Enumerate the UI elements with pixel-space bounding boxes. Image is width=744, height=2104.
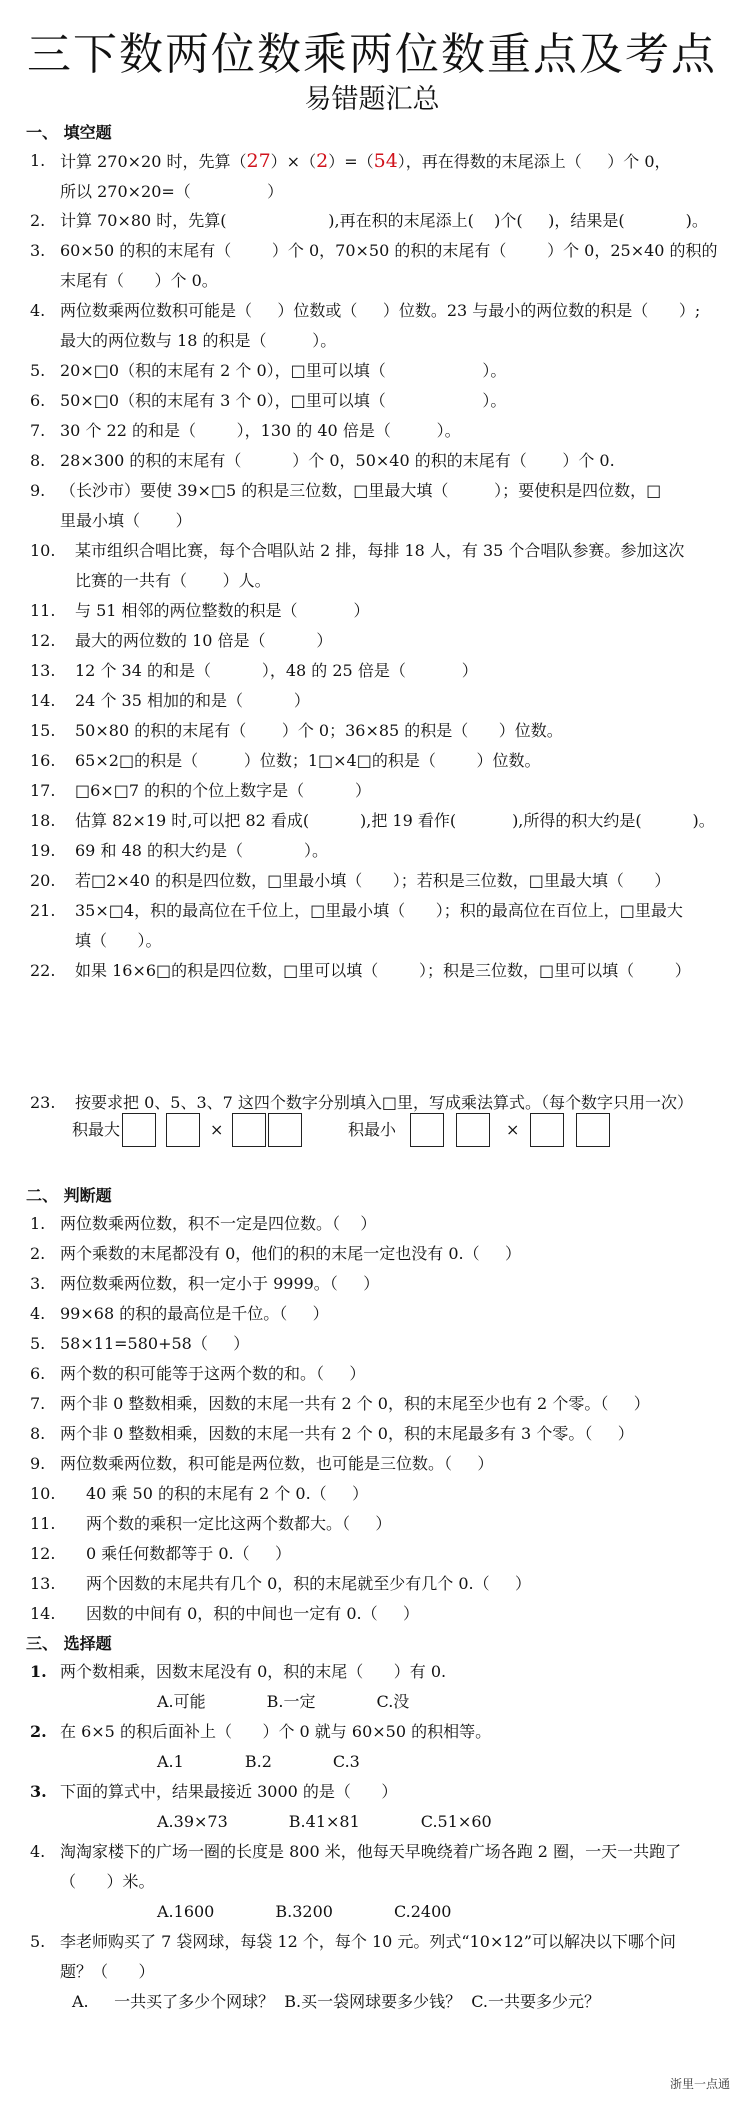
digit-box[interactable]: [576, 1113, 610, 1147]
question-number: 13.: [30, 661, 56, 680]
choice-2: [30, 1717, 730, 1747]
judge-14: [30, 1599, 730, 1629]
question-1: [30, 146, 730, 207]
question-text: 60×50 的积的末尾有（ ）个 0，70×50 的积的末尾有（ ）个 0，25×40 的积的 末尾有（ ）个 0。: [60, 241, 718, 290]
question-13: [30, 656, 730, 686]
question-number: 21.: [30, 901, 56, 920]
digit-box[interactable]: [232, 1113, 266, 1147]
question-text: 两个非 0 整数相乘，因数的末尾一共有 2 个 0，积的末尾至少也有 2 个零。（ ）: [60, 1394, 650, 1413]
judge-12: [30, 1539, 730, 1569]
page-title: 三下数两位数乘两位数重点及考点: [27, 29, 717, 80]
judge-9: [30, 1449, 730, 1479]
choice-options[interactable]: A. 一共买了多少个网球？ B.买一袋网球要多少钱？ C.一共要多少元？: [72, 1992, 601, 2011]
question-number: 10.: [30, 1484, 56, 1503]
question-number: 3.: [30, 1274, 46, 1293]
question-number: 1.: [30, 1662, 47, 1681]
question-text: 0 乘任何数都等于 0.（ ）: [86, 1544, 292, 1563]
question-text: 24 个 35 相加的和是（ ）: [75, 691, 310, 710]
question-number: 6.: [30, 1364, 46, 1383]
question-text: 30 个 22 的和是（ ），130 的 40 倍是（ ）。: [60, 421, 461, 440]
question-text: 估算 82×19 时,可以把 82 看成( ),把 19 看作( ),所得的积大约是( )。: [75, 811, 715, 830]
judge-1: [30, 1209, 730, 1239]
question-text: 淘淘家楼下的广场一圈的长度是 800 米，他每天早晚绕着广场各跑 2 圈，一天一共跑了 （ ）米。: [60, 1842, 682, 1891]
question-number: 8.: [30, 451, 46, 470]
judge-7: [30, 1389, 730, 1419]
judge-4: [30, 1299, 730, 1329]
question-number: 16.: [30, 751, 56, 770]
max-product-label: 积最大: [72, 1120, 121, 1139]
question-text: 李老师购买了 7 袋网球，每袋 12 个，每个 10 元。列式“10×12”可以解决以下哪个问 题？（ ）: [60, 1932, 676, 1981]
question-number: 14.: [30, 691, 56, 710]
question-17: [30, 776, 730, 806]
q1-text-pre: 计算 270×20 时，先算（: [60, 152, 247, 171]
question-text: （长沙市）要使 39×□5 的积是三位数，□里最大填（ ）；要使积是四位数，□ 里最小填（ ）: [60, 481, 662, 530]
judge-5: [30, 1329, 730, 1359]
question-text: [60, 146, 730, 207]
question-text: 计算 70×80 时，先算( ),再在积的末尾添上( )个( )，结果是( )。: [60, 211, 708, 230]
digit-box[interactable]: [530, 1113, 564, 1147]
question-text: 如果 16×6□的积是四位数，□里可以填（ ）；积是三位数，□里可以填（ ）: [75, 961, 691, 980]
question-number: 22.: [30, 961, 56, 980]
choice-options[interactable]: A.可能 B.一定 C.没: [157, 1692, 410, 1711]
question-number: 12.: [30, 631, 56, 650]
times-sign: ×: [506, 1120, 520, 1139]
choice-5: [30, 1927, 730, 1987]
judge-3: [30, 1269, 730, 1299]
section-heading-multiple-choice: 三、 选择题: [26, 1634, 112, 1653]
question-3: [30, 236, 730, 296]
question-number: 7.: [30, 421, 46, 440]
question-text: 50×80 的积的末尾有（ ）个 0；36×85 的积是（ ）位数。: [75, 721, 563, 740]
page-subtitle: 易错题汇总: [304, 84, 440, 115]
judge-13: [30, 1569, 730, 1599]
q1-text-line2: 所以 270×20=（ ）: [60, 182, 284, 201]
question-number: 9.: [30, 1454, 46, 1473]
question-20: [30, 866, 730, 896]
question-number: 11.: [30, 1514, 56, 1533]
question-number: 20.: [30, 871, 56, 890]
question-14: [30, 686, 730, 716]
judge-6: [30, 1359, 730, 1389]
question-text: 65×2□的积是（ ）位数；1□×4□的积是（ ）位数。: [75, 751, 541, 770]
question-text: 99×68 的积的最高位是千位。（ ）: [60, 1304, 329, 1323]
question-10: [30, 536, 730, 596]
question-5: [30, 356, 730, 386]
question-number: 5.: [30, 361, 46, 380]
question-text: 12 个 34 的和是（ ），48 的 25 倍是（ ）: [75, 661, 478, 680]
question-text: 20×□0（积的末尾有 2 个 0），□里可以填（ ）。: [60, 361, 507, 380]
question-9: [30, 476, 730, 536]
question-number: 8.: [30, 1424, 46, 1443]
judge-11: [30, 1509, 730, 1539]
question-text: 与 51 相邻的两位整数的积是（ ）: [75, 601, 370, 620]
question-number: 4.: [30, 1304, 46, 1323]
section-heading-fill-blank: 一、 填空题: [26, 123, 112, 142]
question-text: 两位数乘两位数，积一定小于 9999。（ ）: [60, 1274, 380, 1293]
question-number: 3.: [30, 241, 46, 260]
question-number: 4.: [30, 1842, 46, 1861]
times-sign: ×: [210, 1120, 224, 1139]
question-text: 35×□4，积的最高位在千位上，□里最小填（ ）；积的最高位在百位上，□里最大 填（ ）。: [75, 901, 683, 950]
question-number: 9.: [30, 481, 46, 500]
digit-box[interactable]: [122, 1113, 156, 1147]
question-number: 1.: [30, 1214, 46, 1233]
question-text: 两位数乘两位数，积不一定是四位数。（ ）: [60, 1214, 377, 1233]
q1-text-post: ），再在得数的末尾添上（ ）个 0，: [397, 152, 671, 171]
question-number: 23.: [30, 1093, 56, 1112]
min-product-label: 积最小: [348, 1120, 397, 1139]
question-text: 28×300 的积的末尾有（ ）个 0，50×40 的积的末尾有（ ）个 0.: [60, 451, 615, 470]
question-number: 7.: [30, 1394, 46, 1413]
question-number: 18.: [30, 811, 56, 830]
question-text: 40 乘 50 的积的末尾有 2 个 0.（ ）: [86, 1484, 369, 1503]
question-number: 5.: [30, 1932, 46, 1951]
question-7: [30, 416, 730, 446]
question-number: 12.: [30, 1544, 56, 1563]
question-number: 2.: [30, 1722, 47, 1741]
digit-box[interactable]: [166, 1113, 200, 1147]
footer-brand: 浙里一点通: [669, 2077, 730, 2091]
question-text: 两个因数的末尾共有几个 0，积的末尾就至少有几个 0.（ ）: [86, 1574, 532, 1593]
question-number: 14.: [30, 1604, 56, 1623]
question-number: 13.: [30, 1574, 56, 1593]
question-number: 4.: [30, 301, 46, 320]
question-text: 两个非 0 整数相乘，因数的末尾一共有 2 个 0，积的末尾最多有 3 个零。（ ）: [60, 1424, 634, 1443]
question-11: [30, 596, 730, 626]
question-21: [30, 896, 730, 956]
q1-text-mid2: ）=（: [328, 152, 374, 171]
question-text: 某市组织合唱比赛，每个合唱队站 2 排，每排 18 人，有 35 个合唱队参赛。参加这次 比赛的一共有（ ）人。: [75, 541, 685, 590]
question-text: 两个数的乘积一定比这两个数都大。（ ）: [86, 1514, 392, 1533]
question-number: 6.: [30, 391, 46, 410]
question-text: 在 6×5 的积后面补上（ ）个 0 就与 60×50 的积相等。: [60, 1722, 492, 1741]
answer-54: 54: [373, 150, 398, 172]
question-number: 2.: [30, 1244, 46, 1263]
answer-27: 27: [246, 150, 271, 172]
question-4: [30, 296, 730, 356]
choice-options[interactable]: A.1600 B.3200 C.2400: [157, 1902, 452, 1921]
question-text: 若□2×40 的积是四位数，□里最小填（ ）；若积是三位数，□里最大填（ ）: [75, 871, 671, 890]
question-22: [30, 956, 730, 986]
question-16: [30, 746, 730, 776]
question-number: 17.: [30, 781, 56, 800]
choice-4: [30, 1837, 730, 1897]
question-19: [30, 836, 730, 866]
question-text: 两个乘数的末尾都没有 0，他们的积的末尾一定也没有 0.（ ）: [60, 1244, 522, 1263]
q1-text-mid1: ）×（: [270, 152, 317, 171]
question-18: [30, 806, 730, 836]
question-number: 10.: [30, 541, 56, 560]
question-6: [30, 386, 730, 416]
choice-1: [30, 1657, 730, 1687]
judge-10: [30, 1479, 730, 1509]
digit-box[interactable]: [268, 1113, 302, 1147]
digit-box[interactable]: [456, 1113, 490, 1147]
question-number: 19.: [30, 841, 56, 860]
question-number: 15.: [30, 721, 56, 740]
question-text: 最大的两位数的 10 倍是（ ）: [75, 631, 333, 650]
question-number: 3.: [30, 1782, 47, 1801]
question-number: 5.: [30, 1334, 46, 1353]
choice-3: [30, 1777, 730, 1807]
choice-options[interactable]: A.1 B.2 C.3: [157, 1752, 360, 1771]
question-text: 按要求把 0、5、3、7 这四个数字分别填入□里，写成乘法算式。（每个数字只用一次）: [75, 1093, 694, 1112]
question-8: [30, 446, 730, 476]
question-text: 58×11=580+58（ ）: [60, 1334, 250, 1353]
question-text: 两个数相乘，因数末尾没有 0，积的末尾（ ）有 0.: [60, 1662, 447, 1681]
question-2: [30, 206, 730, 236]
digit-box[interactable]: [410, 1113, 444, 1147]
question-15: [30, 716, 730, 746]
question-text: 下面的算式中，结果最接近 3000 的是（ ）: [60, 1782, 398, 1801]
judge-8: [30, 1419, 730, 1449]
question-number: 11.: [30, 601, 56, 620]
question-text: 因数的中间有 0，积的中间也一定有 0.（ ）: [86, 1604, 420, 1623]
judge-2: [30, 1239, 730, 1269]
section-heading-true-false: 二、 判断题: [26, 1186, 112, 1205]
question-text: 两位数乘两位数，积可能是两位数，也可能是三位数。（ ）: [60, 1454, 494, 1473]
question-text: 两个数的积可能等于这两个数的和。（ ）: [60, 1364, 366, 1383]
question-number: 2.: [30, 211, 46, 230]
question-text: 50×□0（积的末尾有 3 个 0），□里可以填（ ）。: [60, 391, 507, 410]
question-text: 69 和 48 的积大约是（ ）。: [75, 841, 329, 860]
question-12: [30, 626, 730, 656]
answer-2: 2: [316, 150, 329, 172]
question-text: 两位数乘两位数积可能是（ ）位数或（ ）位数。23 与最小的两位数的积是（ ）; 最大的两位数与 18 的积是（ ）。: [60, 301, 701, 350]
choice-options[interactable]: A.39×73 B.41×81 C.51×60: [157, 1812, 492, 1831]
question-text: □6×□7 的积的个位上数字是（ ）: [75, 781, 371, 800]
question-number: 1.: [30, 151, 46, 170]
